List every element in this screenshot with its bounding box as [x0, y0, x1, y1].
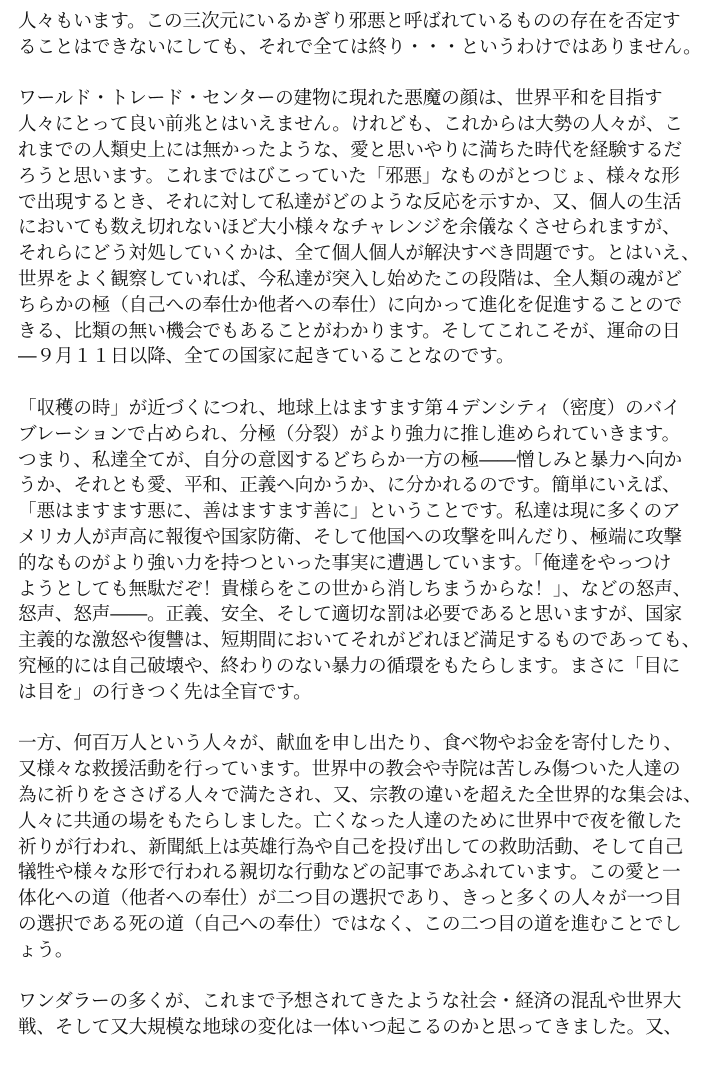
text-line: ちらかの極（自己への奉仕か他者への奉仕）に向かって進化を促進することので: [18, 294, 682, 316]
text-line: きる、比類の無い機会でもあることがわかります。そしてこれこそが、運命の日: [18, 320, 681, 342]
text-line: ブレーションで占められ、分極（分裂）がより強力に推し進められていきます。: [18, 423, 681, 445]
text-line: それらにどう対処していくかは、全て個人個人が解決すべき問題です。とはいえ、: [18, 243, 700, 265]
text-line: 世界をよく観察していれば、今私達が突入し始めたこの段階は、全人類の魂がど: [18, 268, 682, 290]
paragraph: [18, 731, 718, 963]
text-line: 究極的には自己破壊や、終わりのない暴力の循環をもたらします。まさに「目に: [18, 655, 681, 677]
text-line: ようとしても無駄だぞ！貴様らをこの世から消しちまうからな！」、などの怒声、: [18, 578, 692, 600]
text-line: ワンダラーの多くが、これまで予想されてきたような社会・経済の混乱や世界大: [18, 991, 682, 1013]
text-line: においても数え切れないほど大小様々なチャレンジを余儀なくさせられますが、: [18, 217, 681, 239]
text-line: れまでの人類史上には無かったような、愛と思いやりに満ちた時代を経験するだ: [18, 139, 682, 161]
text-line: 一方、何百万人という人々が、献血を申し出たり、食べ物やお金を寄付したり、: [18, 733, 682, 755]
text-line: 体化への道（他者への奉仕）が二つ目の選択であり、きっと多くの人々が一つ目: [18, 888, 682, 910]
text-line: 主義的な激怒や復讐は、短期間においてそれがどれほど満足するものであっても、: [18, 630, 701, 652]
text-line: 戦、そして又大規模な地球の変化は一体いつ起こるのかと思ってきました。又、: [18, 1017, 682, 1039]
text-line: 人々にとって良い前兆とはいえません。けれども、これからは大勢の人々が、こ: [18, 114, 683, 136]
text-line: 人々もいます。この三次元にいるかぎり邪悪と呼ばれているものの存在を否定す: [18, 11, 681, 32]
text-line: 「収穫の時」が近づくにつれ、地球上はますます第４デンシティ（密度）のバイ: [18, 397, 681, 419]
paragraph: [18, 86, 718, 370]
paragraph: [18, 989, 718, 1041]
text-line: 怒声、怒声――。正義、安全、そして適切な罰は必要であると思いますが、国家: [18, 604, 682, 626]
text-line: の選択である死の道（自己への奉仕）ではなく、この二つ目の道を進むことでし: [18, 913, 682, 935]
text-line: で出現するとき、それに対して私達がどのような反応を示すか、又、個人の生活: [18, 191, 682, 213]
text-line: 「悪はますます悪に、善はますます善に」ということです。私達は現に多くのア: [18, 501, 681, 523]
text-line: うか、それとも愛、平和、正義へ向かうか、に分かれるのです。簡単にいえば、: [18, 475, 681, 497]
text-line: ろうと思います。これまではびこっていた「邪悪」なものがとつじょ、様々な形: [18, 165, 680, 187]
paragraph: [18, 9, 718, 61]
text-line: 祈りが行われ、新聞紙上は英雄行為や自己を投げ出しての救助活動、そして自己: [18, 836, 684, 858]
text-line: 犠牲や様々な形で行われる親切な行動などの記事であふれています。この愛と一: [18, 862, 681, 884]
paragraph: [18, 396, 718, 706]
text-line: ょう。: [18, 939, 74, 961]
text-line: ―９月１１日以降、全ての国家に起きていることなのです。: [18, 346, 515, 368]
text-line: 又様々な救援活動を行っています。世界中の教会や寺院は苦しみ傷ついた人達の: [18, 759, 681, 781]
document-body: [18, 9, 718, 1067]
text-line: メリカ人が声高に報復や国家防衛、そして他国への攻撃を叫んだり、極端に攻撃: [18, 526, 682, 548]
text-line: 人々に共通の場をもたらしました。亡くなった人達のために世界中で夜を徹した: [18, 810, 682, 832]
text-line: は目を」の行きつく先は全盲です。: [18, 681, 312, 703]
text-line: つまり、私達全てが、自分の意図するどちらか一方の極――憎しみと暴力へ向か: [18, 449, 682, 471]
text-line: ワールド・トレード・センターの建物に現れた悪魔の顔は、世界平和を目指す: [18, 88, 663, 110]
text-line: 的なものがより強い力を持つといった事実に遭遇しています。「俺達をやっつけ: [18, 552, 672, 574]
text-line: ることはできないにしても、それで全ては終り・・・というわけではありません。: [18, 36, 702, 58]
text-line: 為に祈りをささげる人々で満たされ、又、宗教の違いを超えた全世界的な集会は、: [18, 784, 702, 806]
